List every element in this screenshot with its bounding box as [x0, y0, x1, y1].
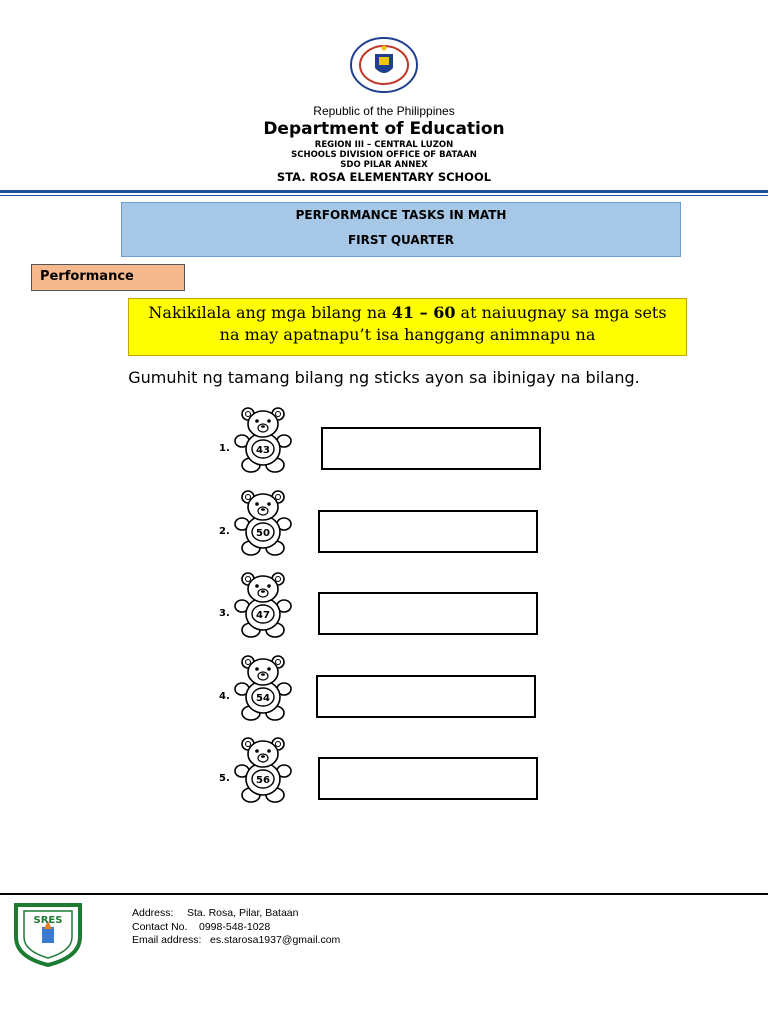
- objective-text-post: at naiuugnay sa mga sets na may apatnapu’t isa hanggang animnapu na: [219, 303, 667, 344]
- email-label: Email address:: [132, 934, 202, 946]
- item-number-label: 4.: [219, 691, 230, 702]
- bear-number: 43: [256, 445, 270, 456]
- performance-label: Performance: [31, 264, 185, 291]
- region-line: REGION III – CENTRAL LUZON: [314, 140, 454, 150]
- bear-number: 56: [256, 775, 270, 786]
- teddy-bear-icon: [233, 405, 293, 473]
- title-box: [121, 202, 681, 257]
- school-logo: [10, 899, 86, 967]
- footer-email-line: [132, 934, 340, 948]
- sdo-line: SDO PILAR ANNEX: [340, 160, 428, 170]
- item-number-label: 1.: [219, 443, 230, 454]
- title-line-2: FIRST QUARTER: [347, 233, 455, 247]
- answer-box[interactable]: [316, 675, 536, 718]
- school-logo-text: SRES: [33, 915, 63, 926]
- answer-box[interactable]: [321, 427, 541, 470]
- school-name: STA. ROSA ELEMENTARY SCHOOL: [276, 170, 492, 184]
- item-number-label: 2.: [219, 526, 230, 537]
- email-value: es.starosa1937@gmail.com: [210, 934, 341, 946]
- title-line-1: PERFORMANCE TASKS IN MATH: [295, 208, 507, 222]
- republic-line: Republic of the Philippines: [313, 104, 455, 118]
- answer-box[interactable]: [318, 510, 538, 553]
- bear-number: 47: [256, 610, 270, 621]
- item-number-label: 3.: [219, 608, 230, 619]
- teddy-bear-icon: [233, 488, 293, 556]
- contact-value: 0998-548-1028: [199, 920, 271, 933]
- address-value: Sta. Rosa, Pilar, Bataan: [187, 907, 299, 919]
- footer-contact: [132, 907, 340, 948]
- department-title: Department of Education: [263, 119, 505, 139]
- teddy-bear-icon: [233, 570, 293, 638]
- answer-box[interactable]: [318, 592, 538, 635]
- footer-contact-line: [132, 921, 340, 935]
- objective-text-pre: Nakikilala ang mga bilang na: [148, 303, 392, 322]
- deped-seal-logo: [349, 36, 419, 94]
- header-rule-thin: [0, 195, 768, 196]
- answer-box[interactable]: [318, 757, 538, 800]
- division-line: SCHOOLS DIVISION OFFICE OF BATAAN: [291, 150, 477, 160]
- bear-number: 54: [256, 693, 270, 704]
- address-label: Address:: [132, 907, 174, 919]
- teddy-bear-icon: [233, 653, 293, 721]
- teddy-bear-icon: [233, 735, 293, 803]
- bear-number: 50: [256, 528, 270, 539]
- contact-label: Contact No.: [132, 920, 188, 933]
- item-number-label: 5.: [219, 773, 230, 784]
- header-rule: [0, 190, 768, 193]
- objective-box: [128, 298, 687, 356]
- footer-address-line: [132, 907, 340, 921]
- footer-rule: [0, 893, 768, 895]
- objective-range: 41 – 60: [391, 303, 456, 322]
- instruction-text: Gumuhit ng tamang bilang ng sticks ayon sa ibinigay na bilang.: [128, 368, 640, 387]
